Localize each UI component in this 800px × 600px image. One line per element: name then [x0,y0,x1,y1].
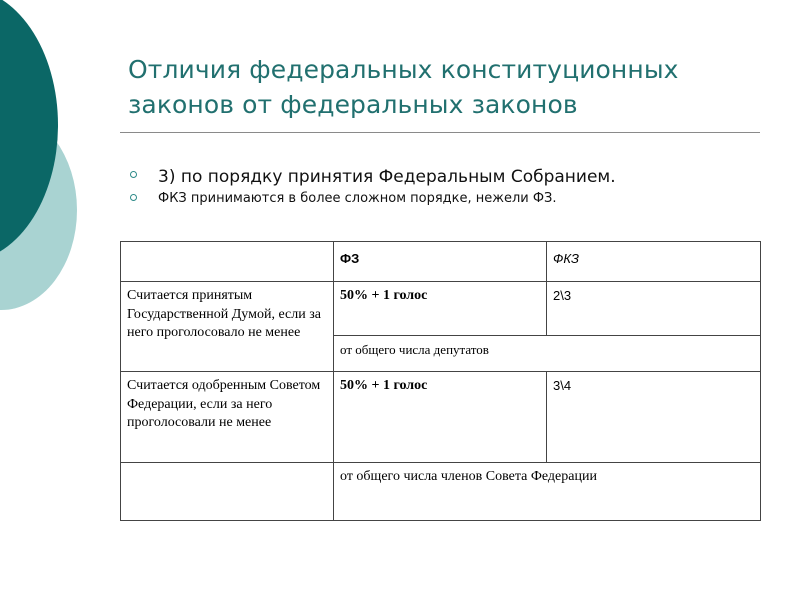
table-header-fz: ФЗ [334,242,547,282]
circle-bullet-icon [130,171,137,178]
table-header-row [121,242,761,282]
bullet-item-complexity [128,190,616,208]
council-fz-cell: 50% + 1 голос [334,372,547,463]
bullet-text: ФКЗ принимаются в более сложном порядке, нежели ФЗ. [158,191,557,206]
table-row-council-note [121,463,761,521]
council-criterion-cell: Считается одобренным Советом Федерации, если за него проголосовали не менее [121,372,334,463]
council-fkz-cell: 3\4 [547,372,761,463]
table-row-council [121,372,761,463]
bullet-text: 3) по порядку принятия Федеральным Собранием. [158,167,616,187]
council-note-cell: от общего числа членов Совета Федерации [334,463,761,521]
circle-bullet-icon [130,194,137,201]
table-header-fkz: ФКЗ [547,242,761,282]
council-empty-cell [121,463,334,521]
slide-title: Отличия федеральных конституционных законов от федеральных законов [128,55,679,119]
table-header-empty [121,242,334,282]
bullet-item-order [128,165,616,189]
duma-criterion-cell: Считается принятым Государственной Думой, если за него проголосовало не менее [121,282,334,372]
duma-fz-cell: 50% + 1 голос [334,282,547,336]
duma-note-cell: от общего числа депутатов [334,336,761,372]
table-row-duma [121,282,761,336]
bullet-list [128,165,616,208]
comparison-table [120,241,761,521]
duma-fkz-cell: 2\3 [547,282,761,336]
title-divider [120,132,760,133]
